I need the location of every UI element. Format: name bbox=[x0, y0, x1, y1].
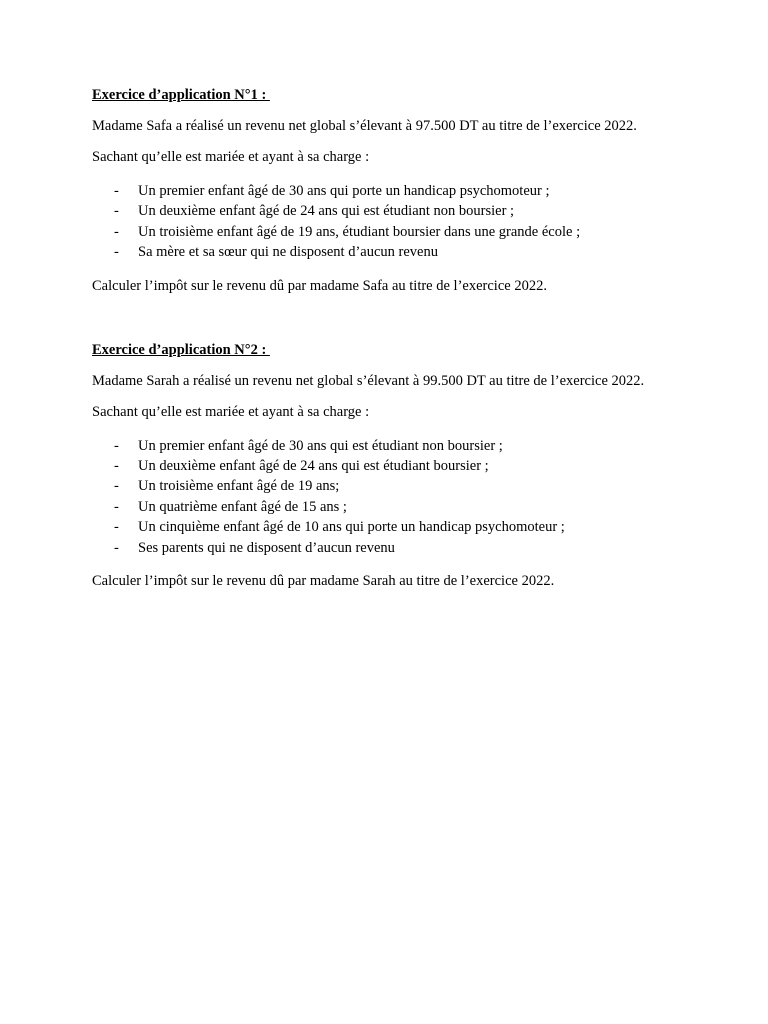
list-item bbox=[92, 242, 692, 262]
dash-bullet: - bbox=[114, 437, 119, 454]
list-item bbox=[92, 181, 692, 201]
exercise-1-intro: Sachant qu’elle est mariée et ayant à sa charge : bbox=[92, 149, 370, 165]
dash-bullet: - bbox=[114, 498, 119, 515]
list-item bbox=[92, 497, 692, 517]
exercise-2-title: Exercice d’application N°2 : bbox=[92, 341, 270, 358]
list-item bbox=[92, 222, 692, 242]
list-item bbox=[92, 476, 692, 496]
list-item-text: Un deuxième enfant âgé de 24 ans qui est étudiant boursier ; bbox=[138, 458, 489, 475]
list-item bbox=[92, 201, 692, 221]
list-item-text: Un premier enfant âgé de 30 ans qui porte un handicap psychomoteur ; bbox=[138, 183, 550, 199]
exercise-1 bbox=[92, 85, 692, 296]
list-item-text: Un premier enfant âgé de 30 ans qui est étudiant non boursier ; bbox=[138, 437, 503, 454]
dash-bullet: - bbox=[114, 203, 119, 220]
dash-bullet: - bbox=[114, 183, 119, 199]
exercise-2-intro: Sachant qu’elle est mariée et ayant à sa charge : bbox=[92, 403, 370, 420]
exercise-1-list bbox=[92, 181, 692, 263]
exercise-2-statement: Madame Sarah a réalisé un revenu net global s’élevant à 99.500 DT au titre de l’exercice 2022. bbox=[92, 372, 645, 389]
exercise-2 bbox=[92, 340, 692, 591]
list-item bbox=[92, 456, 692, 476]
list-item bbox=[92, 517, 692, 537]
list-item bbox=[92, 436, 692, 456]
dash-bullet: - bbox=[114, 458, 119, 475]
dash-bullet: - bbox=[114, 244, 119, 261]
list-item-text: Un deuxième enfant âgé de 24 ans qui est étudiant non boursier ; bbox=[138, 203, 515, 220]
list-item-text: Sa mère et sa sœur qui ne disposent d’aucun revenu bbox=[138, 244, 438, 261]
list-item-text: Ses parents qui ne disposent d’aucun revenu bbox=[138, 539, 395, 556]
list-item bbox=[92, 538, 692, 558]
list-item-text: Un troisième enfant âgé de 19 ans; bbox=[138, 478, 340, 495]
exercise-1-title: Exercice d’application N°1 : bbox=[92, 87, 270, 103]
list-item-text: Un cinquième enfant âgé de 10 ans qui porte un handicap psychomoteur ; bbox=[138, 519, 565, 536]
dash-bullet: - bbox=[114, 539, 119, 556]
list-item-text: Un quatrième enfant âgé de 15 ans ; bbox=[138, 498, 347, 515]
list-item-text: Un troisième enfant âgé de 19 ans, étudiant boursier dans une grande école ; bbox=[138, 223, 581, 240]
dash-bullet: - bbox=[114, 478, 119, 495]
exercise-1-question: Calculer l’impôt sur le revenu dû par madame Safa au titre de l’exercice 2022. bbox=[92, 277, 547, 294]
dash-bullet: - bbox=[114, 519, 119, 536]
exercise-2-list bbox=[92, 436, 692, 558]
exercise-2-question: Calculer l’impôt sur le revenu dû par madame Sarah au titre de l’exercice 2022. bbox=[92, 573, 555, 590]
dash-bullet: - bbox=[114, 223, 119, 240]
document-page bbox=[92, 85, 692, 591]
exercise-1-statement: Madame Safa a réalisé un revenu net global s’élevant à 97.500 DT au titre de l’exercice 2022. bbox=[92, 118, 637, 134]
